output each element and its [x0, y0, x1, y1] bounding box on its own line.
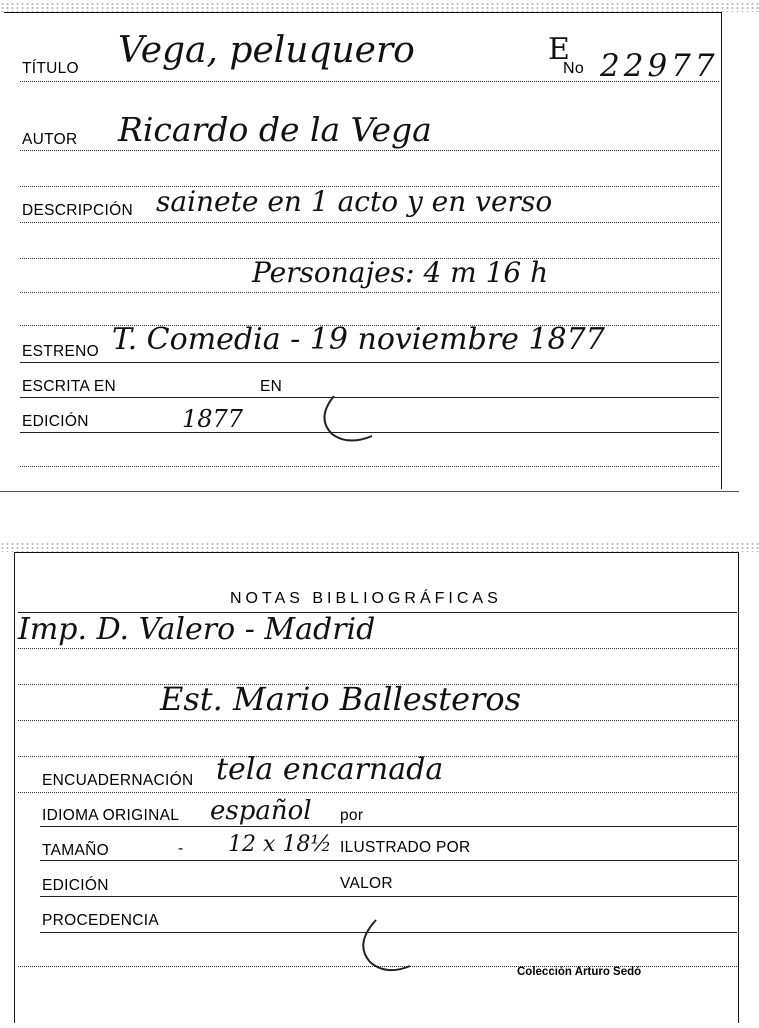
rule-line: [20, 362, 719, 363]
rule-line: [40, 826, 737, 827]
personajes-value: Personajes: 4 m 16 h: [252, 256, 549, 289]
idioma-original-label: IDIOMA ORIGINAL: [42, 807, 180, 824]
registro-label: No: [563, 60, 585, 77]
titulo-value: Vega, peluquero: [118, 30, 415, 71]
rule-line: [18, 720, 737, 721]
descripcion-label: DESCRIPCIÓN: [22, 202, 133, 219]
ilustrado-por-label: ILUSTRADO POR: [340, 839, 471, 856]
edicion-value: 1877: [182, 405, 244, 433]
en-label: EN: [260, 378, 283, 395]
seal-stamp-mark: [350, 912, 420, 978]
tamano-label: TAMAÑO: [42, 842, 109, 859]
tamano-value: 12 x 18½: [228, 832, 332, 857]
rule-line: [18, 792, 737, 793]
por-label: por: [340, 807, 364, 824]
descripcion-value: sainete en 1 acto y en verso: [156, 185, 553, 218]
procedencia-label: PROCEDENCIA: [42, 912, 159, 929]
registro-prefix: E: [548, 32, 570, 67]
rule-line: [40, 860, 737, 861]
rule-line: [20, 222, 719, 223]
rule-line: [40, 896, 737, 897]
card-bottom-edge: [0, 491, 739, 492]
estreno-label: ESTRENO: [22, 343, 100, 360]
encuadernacion-value: tela encarnada: [216, 752, 444, 787]
autor-value: Ricardo de la Vega: [118, 110, 432, 149]
card-edge-texture: [0, 2, 759, 12]
encuadernacion-label: ENCUADERNACIÓN: [42, 772, 194, 789]
estreno-value: T. Comedia - 19 noviembre 1877: [112, 322, 605, 357]
rule-line: [20, 150, 719, 151]
escrita-en-label: ESCRITA EN: [22, 378, 117, 395]
card-edge-texture: [0, 542, 759, 552]
nota-establecimiento: Est. Mario Ballesteros: [160, 680, 521, 718]
coleccion-footer: Colección Arturo Sedó: [517, 966, 642, 978]
valor-label: VALOR: [340, 875, 393, 892]
titulo-label: TÍTULO: [22, 60, 79, 77]
registro-number: 22977: [600, 48, 719, 84]
edicion-label: EDICIÓN: [42, 877, 109, 894]
seal-stamp-mark: [312, 388, 382, 446]
rule-line: [20, 466, 719, 467]
rule-line: [18, 648, 737, 649]
notas-heading: NOTAS BIBLIOGRÁFICAS: [230, 590, 502, 607]
rule-line: [20, 292, 719, 293]
idioma-value: español: [210, 796, 312, 826]
tamano-dash: -: [178, 840, 184, 857]
nota-imprenta: Imp. D. Valero - Madrid: [18, 612, 376, 647]
autor-label: AUTOR: [22, 131, 78, 148]
catalog-card-front: [0, 0, 759, 495]
edicion-label: EDICIÓN: [22, 413, 89, 430]
